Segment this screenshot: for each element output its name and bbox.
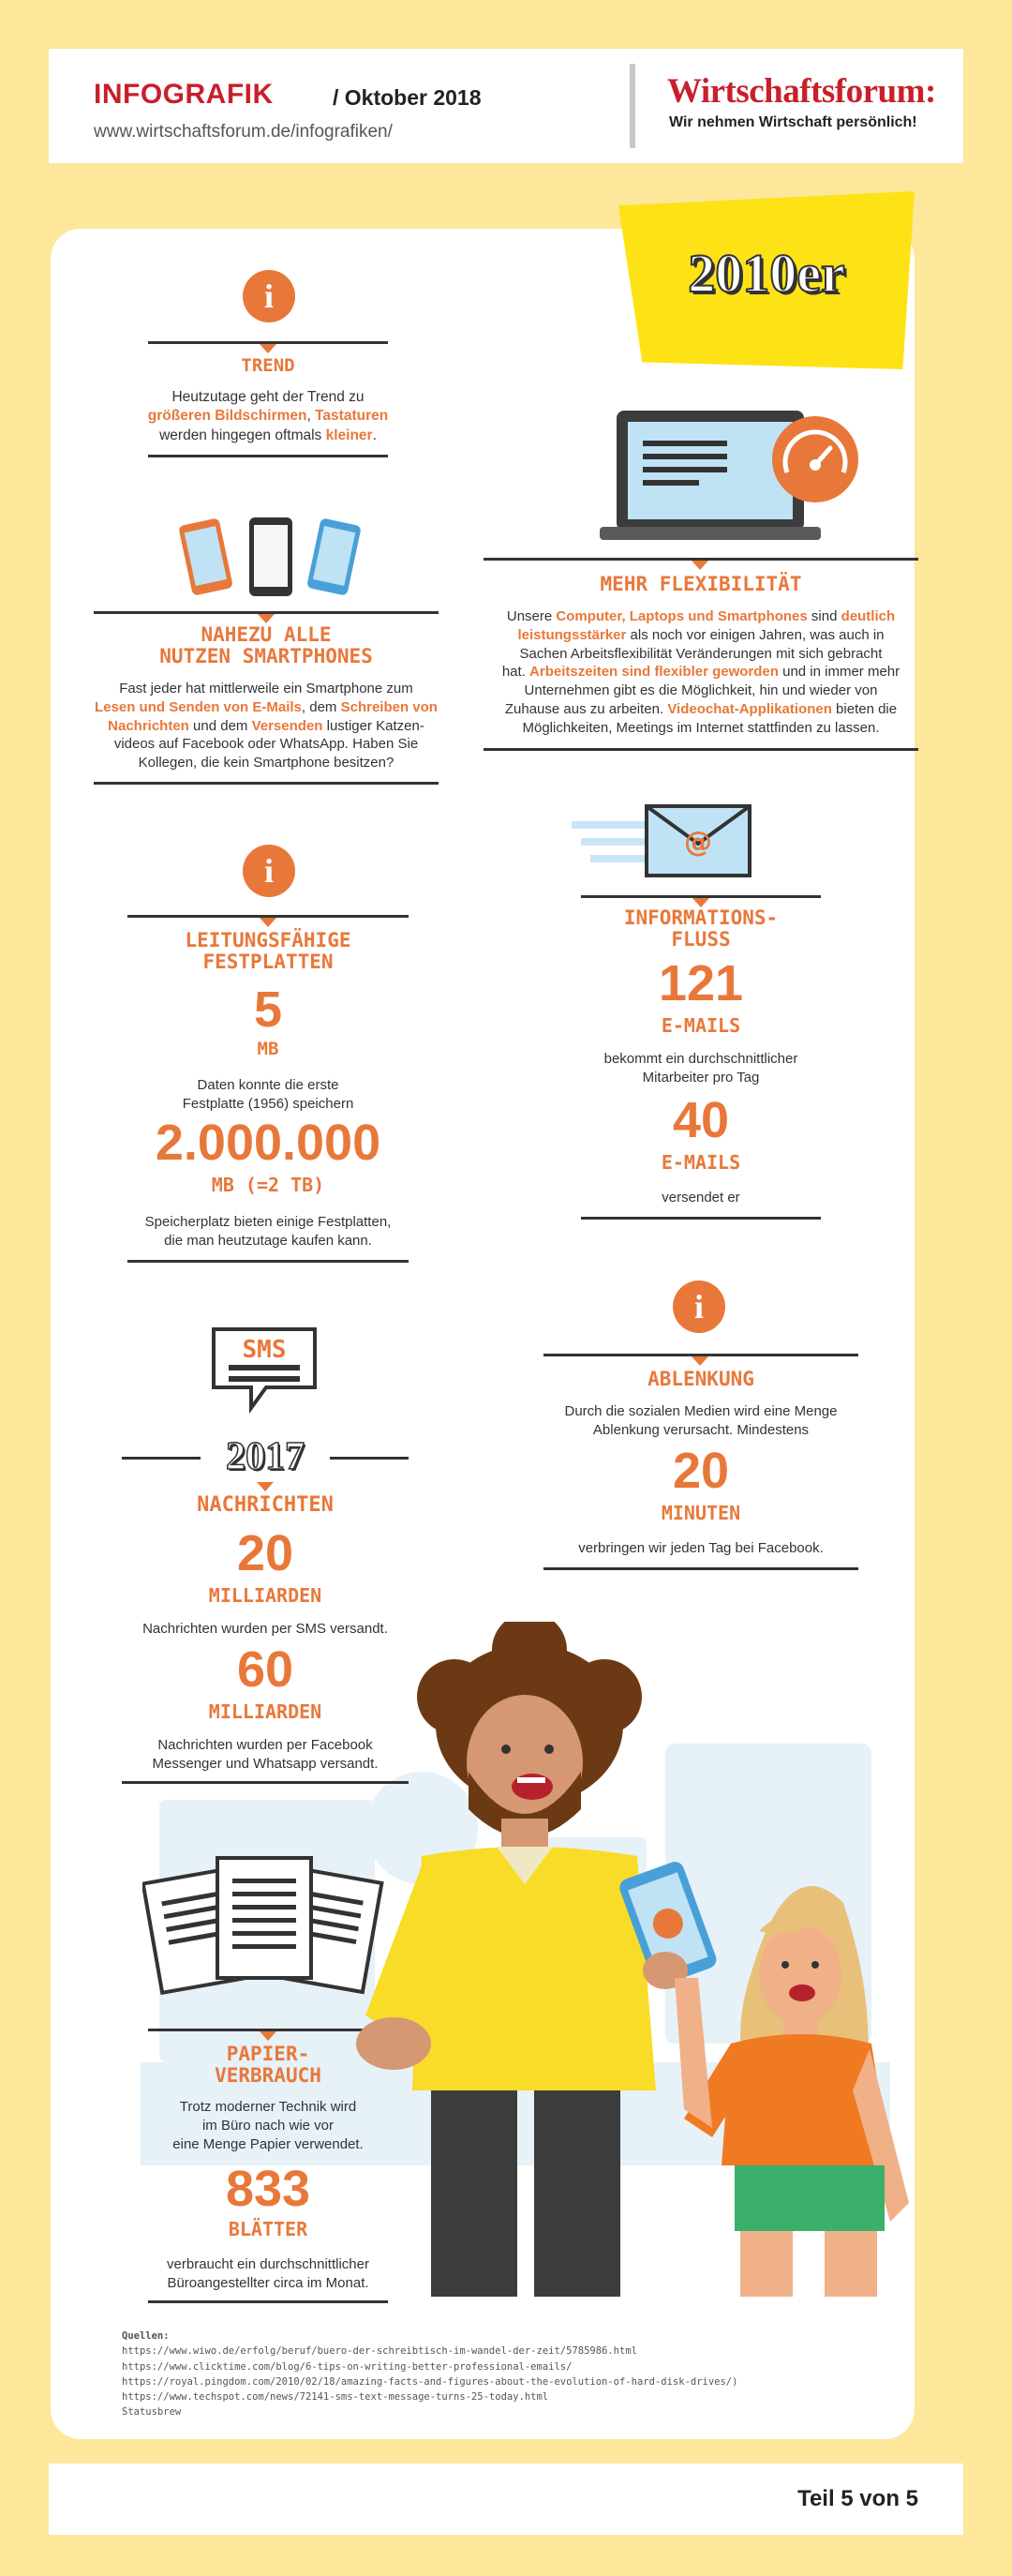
flex-text: Unsere Computer, Laptops und Smartphones sind deutlich leistungsstärker als noch vor einigen Jahren, was auch in Sachen Arbeitsflexibilität Veränderungen mit sich gebracht hat. Arbeitszeiten sind flexibler geworden und in immer mehr Unternehmen gibt es die Möglichkeit, hin und wieder von Zuhause aus zu arbeiten. Videochat-Applikationen bieten die Möglichkeiten, Meetings im Internet stattfinden zu lassen. [501,608,900,736]
paper-stack-icon [142,1854,386,1995]
arrow-down-icon [692,1356,708,1366]
smartphones-heading: NAHEZU ALLE NUTZEN SMARTPHONES [159,623,373,668]
arrow-down-icon [692,561,708,570]
divider-line [330,1457,409,1460]
sms-unit: MILLIARDEN [208,1584,322,1607]
sms-bubble-icon [208,1310,320,1423]
harddisk-first-text: Daten konnte die erste Festplatte (1956) speichern [182,1077,354,1112]
sms-heading: NACHRICHTEN [197,1493,334,1517]
site-url[interactable]: www.wirtschaftsforum.de/infografiken/ [94,122,393,142]
email-envelope-icon [572,802,759,881]
distraction-facebook-text: verbringen wir jeden Tag bei Facebook. [578,1540,824,1556]
harddisk-second-text: Speicherplatz bieten einige Festplatten, die man heutzutage kaufen kann. [144,1214,392,1249]
harddisk-heading: LEITUNGSFÄHIGE FESTPLATTEN [185,929,351,974]
arrow-down-icon [260,918,276,927]
sms-value: 20 [236,1525,294,1581]
info-icon: i [243,845,295,897]
distraction-value: 20 [672,1443,730,1499]
smartphones-icon [178,512,365,606]
info-icon: i [243,270,295,322]
email-sent-value: 40 [672,1092,730,1148]
divider-line [484,748,918,751]
divider-line [127,1260,409,1263]
harddisk-second-value: 2.000.000 [155,1115,381,1171]
brand-tagline: Wir nehmen Wirtschaft persönlich! [669,114,917,130]
divider-line [122,1457,201,1460]
infografik-title: INFOGRAFIK [94,79,274,110]
email-received-text: bekommt ein durchschnittlicher Mitarbeiter pro Tag [603,1051,798,1086]
divider-line [581,1217,821,1220]
source-item: Statusbrew [122,2406,182,2419]
source-link[interactable]: https://www.clicktime.com/blog/6-tips-on-writing-better-professional-emails/ [122,2360,573,2373]
email-received-value: 121 [658,955,744,1011]
distraction-heading: ABLENKUNG [647,1368,754,1390]
divider-line [148,455,388,457]
divider-line [543,1567,858,1570]
email-heading: INFORMATIONS- FLUSS [623,906,779,951]
paper-text: Trotz moderner Technik wird im Büro nach wie vor eine Menge Papier verwendet. [172,2099,364,2152]
trend-heading: TREND [241,355,295,376]
page-indicator: Teil 5 von 5 [797,2486,918,2511]
divider-line [94,782,439,785]
source-link[interactable]: https://www.techspot.com/news/72141-sms-text-message-turns-25-today.html [122,2391,549,2404]
sources-label: Quellen: [122,2330,170,2342]
paper-monthly-text: verbraucht ein durchschnittlicher Büroangestellter circa im Monat. [167,2256,369,2291]
sms-year: 2017 [226,1435,305,1478]
messenger-value: 60 [236,1641,294,1698]
smartphones-text: Fast jeder hat mittlerweile ein Smartphone zum Lesen und Senden von E-Mails, dem Schreiben von Nachrichten und dem Versenden lustiger Katzen- videos auf Facebook oder WhatsApp. Haben Sie Kollegen, die kein Smartphone besitzen? [95,681,438,771]
brand-logo[interactable]: Wirtschaftsforum: [667,72,936,111]
sms-text: Nachrichten wurden per SMS versandt. [142,1621,388,1637]
email-sent-text: versendet er [662,1190,740,1206]
divider-line [148,2300,388,2303]
arrow-down-icon [260,2031,276,2041]
paper-heading: PAPIER- VERBRAUCH [215,2043,321,2088]
source-link[interactable]: https://www.wiwo.de/erfolg/beruf/buero-der-schreibtisch-im-wandel-der-zeit/5785986.html [122,2345,637,2358]
messenger-text: Nachrichten wurden per Facebook Messenger und Whatsapp versandt. [152,1737,379,1772]
messenger-unit: MILLIARDEN [208,1700,322,1723]
people-illustration [356,1622,918,2306]
flex-heading: MEHR FLEXIBILITÄT [600,573,802,595]
footer-bar [49,2464,963,2535]
info-icon: i [673,1281,725,1333]
header-bar [49,49,963,163]
arrow-down-icon [257,1482,274,1491]
email-sent-unit: E-MAILS [661,1151,741,1174]
harddisk-first-unit: MB [257,1039,279,1059]
sources-list [122,2329,853,2420]
header-divider [630,64,635,148]
arrow-down-icon [260,344,276,353]
distraction-unit: MINUTEN [661,1502,741,1524]
email-received-unit: E-MAILS [661,1014,741,1037]
harddisk-second-unit: MB (=2 TB) [211,1174,325,1196]
issue-date: / Oktober 2018 [333,85,482,110]
email-at-symbol: @ [684,826,712,859]
source-link[interactable]: https://royal.pingdom.com/2010/02/18/amazing-facts-and-figures-about-the-evolution-of-hard-disk-drives/) [122,2375,738,2388]
laptop-speedometer-icon [600,407,871,547]
decade-banner-text: 2010er [688,243,845,304]
paper-value: 833 [225,2161,311,2217]
trend-text: Heutzutage geht der Trend zu größeren Bildschirmen, Tastaturen werden hingegen oftmals kleiner. [147,389,389,443]
paper-unit: BLÄTTER [228,2218,308,2240]
harddisk-first-value: 5 [253,981,283,1038]
arrow-down-icon [258,614,275,623]
distraction-text: Durch die sozialen Medien wird eine Menge Ablenkung verursacht. Mindestens [564,1403,838,1438]
sms-bubble-label: SMS [242,1336,287,1364]
